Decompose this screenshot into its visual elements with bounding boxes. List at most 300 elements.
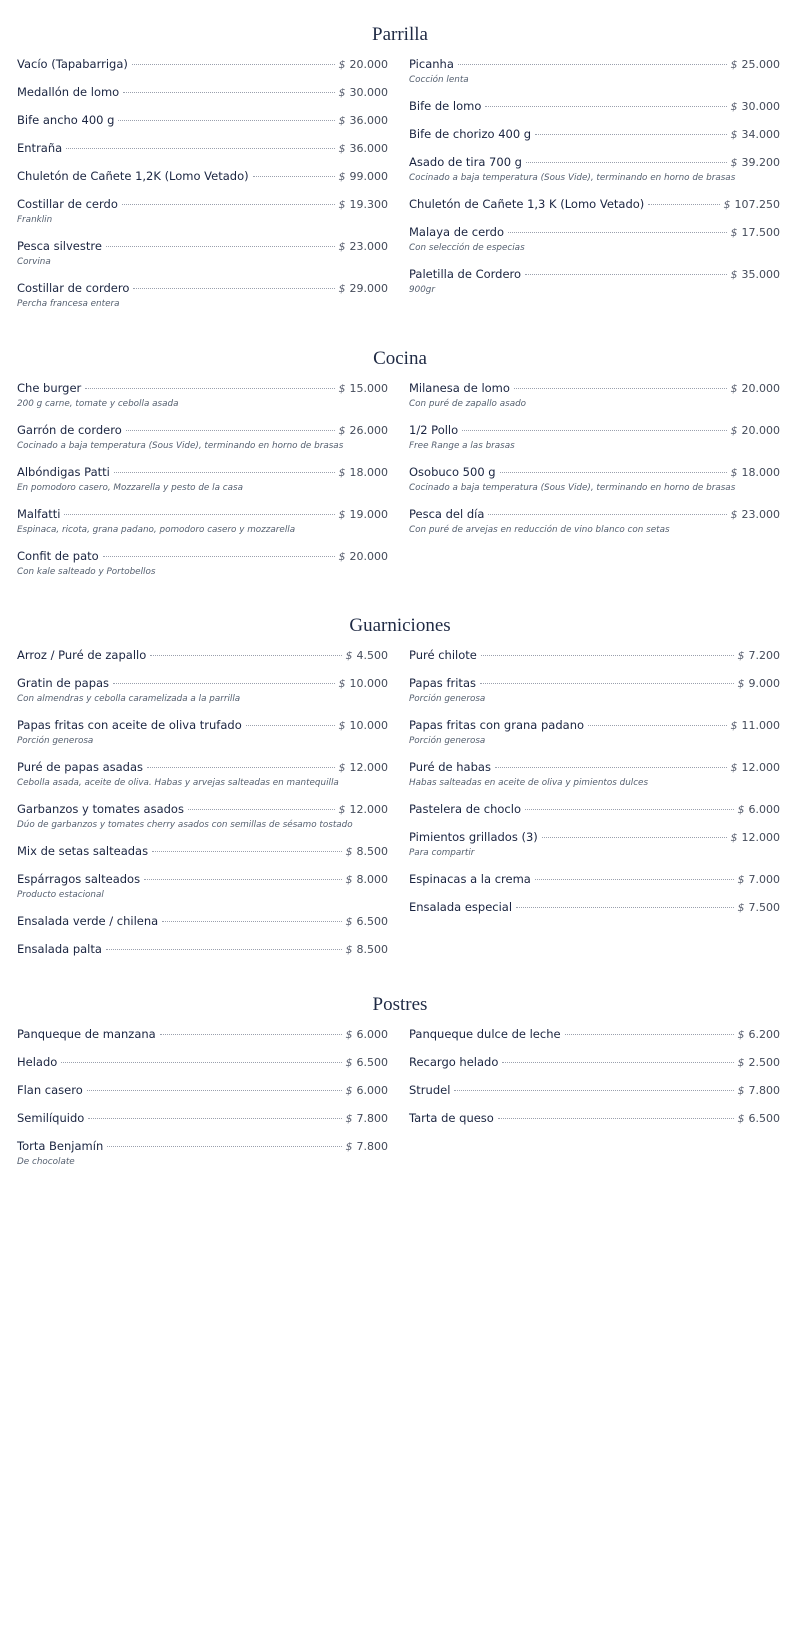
price-amount: 8.500: [356, 943, 388, 956]
menu-item-row: [409, 1111, 780, 1127]
price-amount: 23.000: [741, 508, 780, 521]
dotted-leader: [481, 655, 734, 656]
menu-item: [17, 197, 388, 226]
currency-symbol: $: [345, 1028, 353, 1041]
menu-item: [17, 648, 388, 664]
price-amount: 2.500: [748, 1056, 780, 1069]
dotted-leader: [103, 556, 335, 557]
menu-item-price: [339, 550, 389, 563]
menu-item-name: Flan casero: [17, 1083, 83, 1097]
menu-item-price: [339, 382, 389, 395]
dotted-leader: [526, 162, 727, 163]
menu-item-name: Puré de papas asadas: [17, 760, 144, 774]
menu-item-row: [17, 872, 388, 888]
price-amount: 99.000: [349, 170, 388, 183]
section-cocina: [0, 348, 800, 577]
menu-item-row: [409, 465, 780, 481]
menu-item-row: [17, 1027, 388, 1043]
price-amount: 6.500: [356, 915, 388, 928]
currency-symbol: $: [730, 268, 738, 281]
price-amount: 19.300: [349, 198, 388, 211]
menu-item-name: Bife de lomo: [409, 99, 482, 113]
dotted-leader: [160, 1034, 342, 1035]
price-amount: 19.000: [349, 508, 388, 521]
price-amount: 6.000: [356, 1084, 388, 1097]
menu-item-name: Semilíquido: [17, 1111, 85, 1125]
menu-item-description: Con almendras y cebolla caramelizada a la parrilla: [17, 694, 241, 704]
price-amount: 7.800: [356, 1112, 388, 1125]
price-amount: 17.500: [741, 226, 780, 239]
price-amount: 23.000: [349, 240, 388, 253]
menu-item: [409, 1111, 780, 1127]
price-amount: 25.000: [741, 58, 780, 71]
section-parrilla: [0, 24, 800, 309]
menu-item: [17, 239, 388, 268]
price-amount: 34.000: [741, 128, 780, 141]
menu-item-description: Con puré de zapallo asado: [409, 399, 527, 409]
menu-item-name: Torta Benjamín: [17, 1139, 104, 1153]
dotted-leader: [514, 388, 727, 389]
menu-item: [17, 281, 388, 310]
menu-item-price: [339, 424, 389, 437]
currency-symbol: $: [730, 424, 738, 437]
dotted-leader: [500, 472, 727, 473]
currency-symbol: $: [737, 1084, 745, 1097]
currency-symbol: $: [338, 170, 346, 183]
currency-symbol: $: [730, 156, 738, 169]
menu-item-name: Chuletón de Cañete 1,3 K (Lomo Vetado): [409, 197, 645, 211]
menu-item-name: Vacío (Tapabarriga): [17, 57, 128, 71]
price-amount: 6.500: [748, 1112, 780, 1125]
menu-item-price: [731, 508, 781, 521]
menu-item: [17, 1083, 388, 1099]
currency-symbol: $: [730, 58, 738, 71]
dotted-leader: [648, 204, 719, 205]
currency-symbol: $: [338, 719, 346, 732]
menu-item-name: Malaya de cerdo: [409, 225, 505, 239]
menu-item-name: Osobuco 500 g: [409, 465, 496, 479]
menu-item-description: Habas salteadas en aceite de oliva y pimientos dulces: [409, 778, 649, 788]
menu-item-row: [409, 718, 780, 734]
price-amount: 6.200: [748, 1028, 780, 1041]
menu-item-name: Malfatti: [17, 507, 61, 521]
menu-item-price: [339, 240, 389, 253]
price-amount: 9.000: [748, 677, 780, 690]
menu-item: [17, 802, 388, 831]
menu-item-name: Puré chilote: [409, 648, 477, 662]
currency-symbol: $: [338, 142, 346, 155]
dotted-leader: [106, 246, 335, 247]
price-amount: 18.000: [741, 466, 780, 479]
menu-item-name: Milanesa de lomo: [409, 381, 510, 395]
price-amount: 7.500: [748, 901, 780, 914]
menu-item-row: [409, 900, 780, 916]
menu-item-row: [17, 507, 388, 523]
dotted-leader: [123, 92, 334, 93]
menu-item-description: Con puré de arvejas en reducción de vino blanco con setas: [409, 525, 670, 535]
section-guarniciones: [0, 615, 800, 956]
menu-item-name: Puré de habas: [409, 760, 491, 774]
dotted-leader: [188, 809, 335, 810]
menu-item-price: [731, 761, 781, 774]
menu-item-price: [731, 382, 781, 395]
menu-item-price: [346, 873, 389, 886]
menu-item-row: [409, 872, 780, 888]
price-amount: 8.000: [356, 873, 388, 886]
price-amount: 26.000: [349, 424, 388, 437]
menu-item: [409, 267, 780, 296]
currency-symbol: $: [730, 466, 738, 479]
menu-item-name: Strudel: [409, 1083, 451, 1097]
menu-item: [409, 197, 780, 213]
currency-symbol: $: [338, 198, 346, 211]
menu-item-price: [738, 1112, 781, 1125]
menu-item-description: Corvina: [17, 257, 51, 267]
currency-symbol: $: [345, 649, 353, 662]
dotted-leader: [150, 655, 341, 656]
menu-item-description: Porción generosa: [409, 694, 486, 704]
currency-symbol: $: [345, 1140, 353, 1153]
menu-item: [409, 760, 780, 789]
menu-item: [409, 1027, 780, 1043]
menu-item-name: Costillar de cerdo: [17, 197, 118, 211]
dotted-leader: [542, 837, 727, 838]
currency-symbol: $: [737, 649, 745, 662]
dotted-leader: [535, 879, 734, 880]
menu-item-price: [731, 100, 781, 113]
menu-item-price: [738, 1028, 781, 1041]
menu-item-row: [17, 914, 388, 930]
currency-symbol: $: [737, 1056, 745, 1069]
dotted-leader: [525, 274, 726, 275]
menu-item-row: [409, 381, 780, 397]
menu-item-name: Papas fritas con aceite de oliva trufado: [17, 718, 242, 732]
menu-item-price: [339, 508, 389, 521]
currency-symbol: $: [737, 901, 745, 914]
menu-item: [409, 507, 780, 536]
menu-item-description: Percha francesa entera: [17, 299, 120, 309]
menu-item-name: Confit de pato: [17, 549, 99, 563]
menu-item: [17, 718, 388, 747]
menu-item-price: [339, 719, 389, 732]
menu-item-price: [731, 58, 781, 71]
menu-item-price: [738, 649, 781, 662]
menu-item-row: [17, 1055, 388, 1071]
menu-item-row: [17, 169, 388, 185]
menu-item-price: [731, 424, 781, 437]
currency-symbol: $: [345, 845, 353, 858]
menu-item: [409, 718, 780, 747]
currency-symbol: $: [730, 100, 738, 113]
dotted-leader: [502, 1062, 733, 1063]
menu-item: [409, 127, 780, 143]
menu-item-name: Panqueque dulce de leche: [409, 1027, 561, 1041]
menu-item: [17, 57, 388, 73]
price-amount: 20.000: [349, 58, 388, 71]
menu-item-price: [346, 1056, 389, 1069]
menu-item-price: [346, 1028, 389, 1041]
dotted-leader: [498, 1118, 734, 1119]
menu-item: [17, 1055, 388, 1071]
price-amount: 7.000: [748, 873, 780, 886]
menu-item-price: [738, 1084, 781, 1097]
menu-item: [17, 676, 388, 705]
menu-item: [17, 760, 388, 789]
currency-symbol: $: [723, 198, 731, 211]
currency-symbol: $: [345, 873, 353, 886]
menu-item-description: En pomodoro casero, Mozzarella y pesto de la casa: [17, 483, 243, 493]
dotted-leader: [508, 232, 726, 233]
menu-item: [17, 141, 388, 157]
currency-symbol: $: [338, 240, 346, 253]
price-amount: 7.200: [748, 649, 780, 662]
menu-item-name: Espárragos salteados: [17, 872, 141, 886]
menu-item-name: Asado de tira 700 g: [409, 155, 522, 169]
currency-symbol: $: [338, 466, 346, 479]
menu-item-row: [409, 676, 780, 692]
menu-item-price: [731, 466, 781, 479]
menu-item-price: [339, 58, 389, 71]
dotted-leader: [152, 851, 341, 852]
currency-symbol: $: [730, 128, 738, 141]
price-amount: 4.500: [356, 649, 388, 662]
menu-item-row: [17, 676, 388, 692]
menu-item-price: [346, 915, 389, 928]
price-amount: 107.250: [734, 198, 780, 211]
menu-item-row: [409, 267, 780, 283]
dotted-leader: [588, 725, 726, 726]
menu-item: [17, 423, 388, 452]
menu-item-row: [17, 1111, 388, 1127]
menu-item: [17, 914, 388, 930]
menu-item: [17, 85, 388, 101]
price-amount: 20.000: [741, 382, 780, 395]
currency-symbol: $: [345, 943, 353, 956]
menu-item: [409, 1055, 780, 1071]
menu-item-price: [738, 901, 781, 914]
price-amount: 36.000: [349, 142, 388, 155]
menu-item-description: Free Range a las brasas: [409, 441, 515, 451]
price-amount: 35.000: [741, 268, 780, 281]
dotted-leader: [480, 683, 734, 684]
menu-item-name: Pimientos grillados (3): [409, 830, 538, 844]
menu-item-price: [339, 114, 389, 127]
currency-symbol: $: [345, 915, 353, 928]
menu-item-name: Papas fritas: [409, 676, 476, 690]
currency-symbol: $: [737, 677, 745, 690]
dotted-leader: [126, 430, 335, 431]
menu-item: [17, 507, 388, 536]
price-amount: 12.000: [741, 761, 780, 774]
menu-item-row: [409, 57, 780, 73]
section-title: Postres: [372, 994, 428, 1015]
menu-item-price: [738, 677, 781, 690]
menu-item-row: [17, 760, 388, 776]
menu-item-description: 200 g carne, tomate y cebolla asada: [17, 399, 179, 409]
menu-item-name: Panqueque de manzana: [17, 1027, 156, 1041]
section-title: Guarniciones: [349, 615, 451, 636]
menu-item-price: [346, 649, 389, 662]
price-amount: 39.200: [741, 156, 780, 169]
dotted-leader: [462, 430, 726, 431]
menu-item-description: Franklin: [17, 215, 53, 225]
menu-item: [17, 169, 388, 185]
price-amount: 15.000: [349, 382, 388, 395]
menu-item-row: [409, 648, 780, 664]
menu-item-price: [339, 803, 389, 816]
dotted-leader: [133, 288, 334, 289]
currency-symbol: $: [737, 1028, 745, 1041]
menu-item-price: [731, 268, 781, 281]
menu-item-name: Papas fritas con grana padano: [409, 718, 585, 732]
menu-item-name: Arroz / Puré de zapallo: [17, 648, 147, 662]
price-amount: 12.000: [349, 803, 388, 816]
dotted-leader: [488, 514, 726, 515]
menu-item-description: Espinaca, ricota, grana padano, pomodoro casero y mozzarella: [17, 525, 296, 535]
price-amount: 12.000: [741, 831, 780, 844]
price-amount: 7.800: [356, 1140, 388, 1153]
currency-symbol: $: [338, 550, 346, 563]
menu-item-row: [409, 197, 780, 213]
menu-item-name: Picanha: [409, 57, 454, 71]
menu-item-row: [409, 760, 780, 776]
price-amount: 11.000: [741, 719, 780, 732]
dotted-leader: [88, 1118, 341, 1119]
price-amount: 30.000: [349, 86, 388, 99]
menu-item: [409, 872, 780, 888]
menu-item-price: [346, 845, 389, 858]
menu-item-name: Albóndigas Patti: [17, 465, 110, 479]
dotted-leader: [147, 767, 334, 768]
menu-item-name: Recargo helado: [409, 1055, 499, 1069]
price-amount: 10.000: [349, 677, 388, 690]
menu-item-row: [409, 225, 780, 241]
menu-item: [409, 900, 780, 916]
dotted-leader: [85, 388, 334, 389]
menu-item-row: [17, 648, 388, 664]
dotted-leader: [525, 809, 734, 810]
menu-item-row: [17, 381, 388, 397]
dotted-leader: [458, 64, 727, 65]
section-title: Parrilla: [372, 24, 428, 45]
menu-item-row: [409, 1083, 780, 1099]
menu-item-price: [339, 170, 389, 183]
price-amount: 20.000: [349, 550, 388, 563]
price-amount: 36.000: [349, 114, 388, 127]
menu-item-description: Porción generosa: [17, 736, 94, 746]
menu-item-name: Bife ancho 400 g: [17, 113, 115, 127]
currency-symbol: $: [730, 226, 738, 239]
menu-item-row: [17, 718, 388, 734]
menu-item-row: [409, 127, 780, 143]
currency-symbol: $: [338, 677, 346, 690]
menu-item-price: [731, 156, 781, 169]
menu-item: [409, 381, 780, 410]
menu-item-name: Pastelera de choclo: [409, 802, 521, 816]
dotted-leader: [535, 134, 726, 135]
dotted-leader: [107, 1146, 341, 1147]
menu-item-name: Garbanzos y tomates asados: [17, 802, 184, 816]
price-amount: 6.500: [356, 1056, 388, 1069]
menu-item-row: [17, 465, 388, 481]
menu-item-row: [17, 1083, 388, 1099]
menu-item-price: [724, 198, 781, 211]
menu-item-description: Cocinado a baja temperatura (Sous Vide), terminando en horno de brasas: [17, 441, 344, 451]
menu-item-row: [17, 197, 388, 213]
menu-item: [17, 1027, 388, 1043]
menu-item-name: Ensalada especial: [409, 900, 513, 914]
menu-item-price: [346, 943, 389, 956]
menu-item-row: [17, 57, 388, 73]
menu-item: [17, 465, 388, 494]
menu-item-description: Para compartir: [409, 848, 475, 858]
menu-item-name: Garrón de cordero: [17, 423, 122, 437]
currency-symbol: $: [737, 873, 745, 886]
menu-item-description: Cebolla asada, aceite de oliva. Habas y arvejas salteadas en mantequilla: [17, 778, 339, 788]
menu-item-price: [339, 86, 389, 99]
dotted-leader: [495, 767, 727, 768]
menu-item-price: [339, 142, 389, 155]
menu-item-row: [17, 141, 388, 157]
dotted-leader: [87, 1090, 342, 1091]
menu-item-row: [409, 1027, 780, 1043]
menu-item-row: [409, 507, 780, 523]
currency-symbol: $: [345, 1084, 353, 1097]
menu-item-name: Bife de chorizo 400 g: [409, 127, 532, 141]
currency-symbol: $: [338, 761, 346, 774]
section-postres: [0, 994, 800, 1167]
menu-item: [409, 99, 780, 115]
dotted-leader: [454, 1090, 733, 1091]
currency-symbol: $: [338, 58, 346, 71]
currency-symbol: $: [345, 1056, 353, 1069]
menu-item: [409, 225, 780, 254]
currency-symbol: $: [345, 1112, 353, 1125]
menu-item-price: [738, 873, 781, 886]
menu-item-name: Costillar de cordero: [17, 281, 130, 295]
menu-item-description: Con selección de especias: [409, 243, 525, 253]
menu-item-row: [409, 1055, 780, 1071]
dotted-leader: [485, 106, 726, 107]
menu-item-price: [731, 719, 781, 732]
menu-item: [409, 648, 780, 664]
menu-item-description: Con kale salteado y Portobellos: [17, 567, 156, 577]
price-amount: 29.000: [349, 282, 388, 295]
menu-item: [17, 113, 388, 129]
menu-item-description: Producto estacional: [17, 890, 104, 900]
menu-item-name: Medallón de lomo: [17, 85, 120, 99]
menu-item-row: [17, 802, 388, 818]
menu-item-row: [409, 423, 780, 439]
currency-symbol: $: [737, 1112, 745, 1125]
menu-item: [17, 1111, 388, 1127]
menu-item-row: [17, 549, 388, 565]
menu-item-description: De chocolate: [17, 1157, 75, 1167]
dotted-leader: [565, 1034, 734, 1035]
menu-item: [17, 872, 388, 901]
price-amount: 12.000: [349, 761, 388, 774]
currency-symbol: $: [338, 424, 346, 437]
menu-item-price: [731, 831, 781, 844]
currency-symbol: $: [730, 719, 738, 732]
currency-symbol: $: [730, 382, 738, 395]
menu-item: [17, 942, 388, 958]
menu-item: [409, 830, 780, 859]
menu-item-price: [346, 1084, 389, 1097]
menu-item-name: Tarta de queso: [409, 1111, 494, 1125]
dotted-leader: [246, 725, 335, 726]
menu-item-row: [17, 1139, 388, 1155]
